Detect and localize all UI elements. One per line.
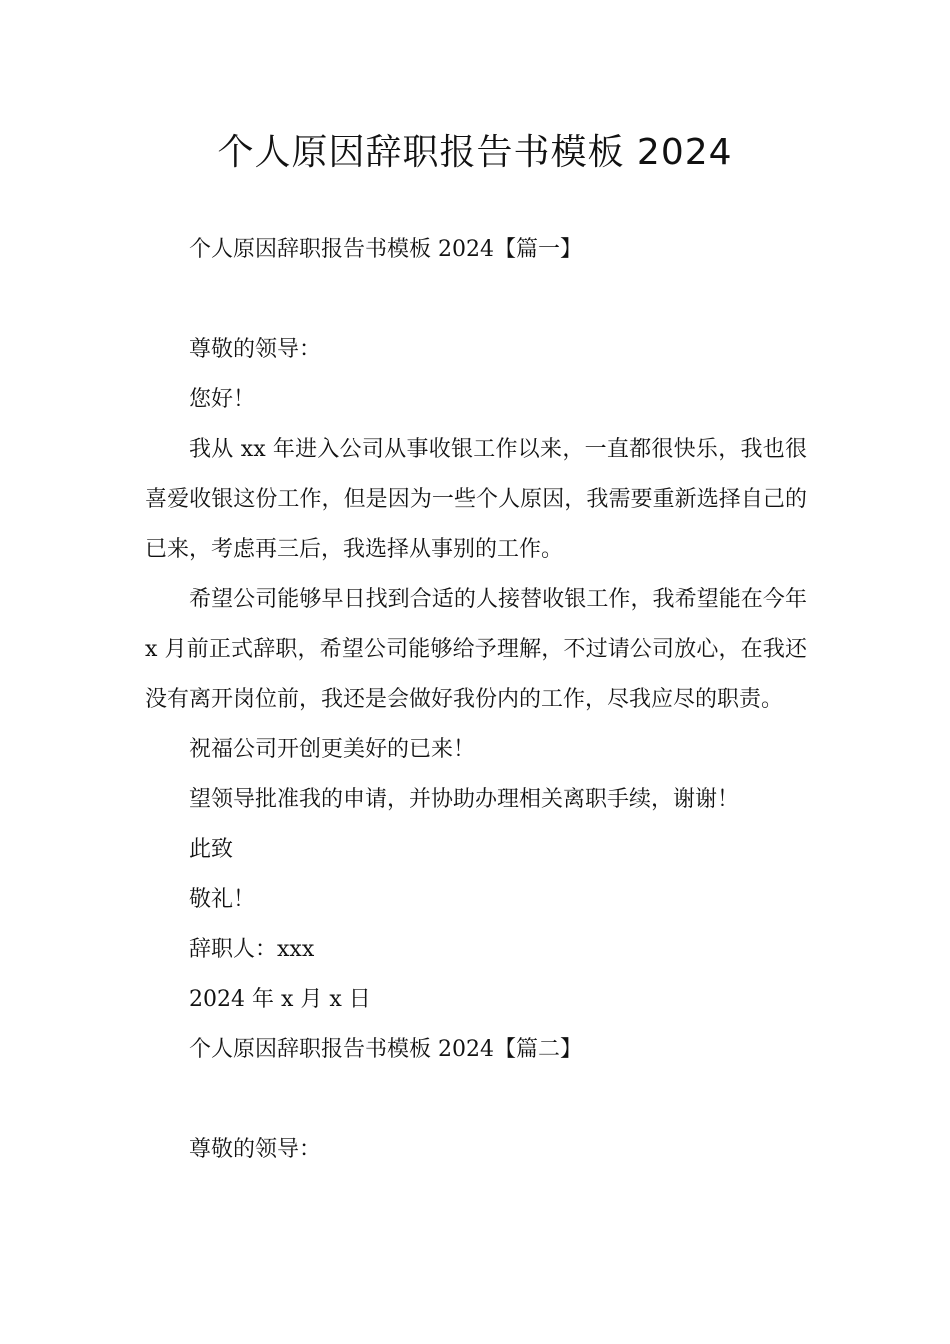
section-heading: 个人原因辞职报告书模板 2024【篇一】 [189,237,582,262]
body-paragraph: 我从 xx 年进入公司从事收银工作以来，一直都很快乐，我也很喜爱收银这份工作，但是因为一些个人原因，我需要重新选择自己的已来，考虑再三后，我选择从事别的工作。 [145,437,807,562]
section-heading: 个人原因辞职报告书模板 2024【篇二】 [189,1037,582,1062]
salutation: 尊敬的领导： [189,337,322,362]
blank-line [145,275,807,325]
body-paragraph: 祝福公司开创更美好的已来！ [189,737,476,762]
signature: 辞职人：xxx [189,937,315,962]
document-body [145,225,807,1175]
salutation: 尊敬的领导： [189,1137,322,1162]
blank-line [145,1075,807,1125]
body-paragraph: 望领导批准我的申请，并协助办理相关离职手续，谢谢！ [189,787,740,812]
closing-line: 此致 [189,837,234,862]
closing-line: 敬礼！ [189,887,256,912]
greeting: 您好！ [189,387,256,412]
body-paragraph: 希望公司能够早日找到合适的人接替收银工作，我希望能在今年 x 月前正式辞职，希望公司能够给予理解，不过请公司放心，在我还没有离开岗位前，我还是会做好我份内的工作，尽我应尽的职责。 [145,587,807,712]
document-title: 个人原因辞职报告书模板 2024 [217,132,733,173]
date: 2024 年 x 月 x 日 [189,987,371,1012]
